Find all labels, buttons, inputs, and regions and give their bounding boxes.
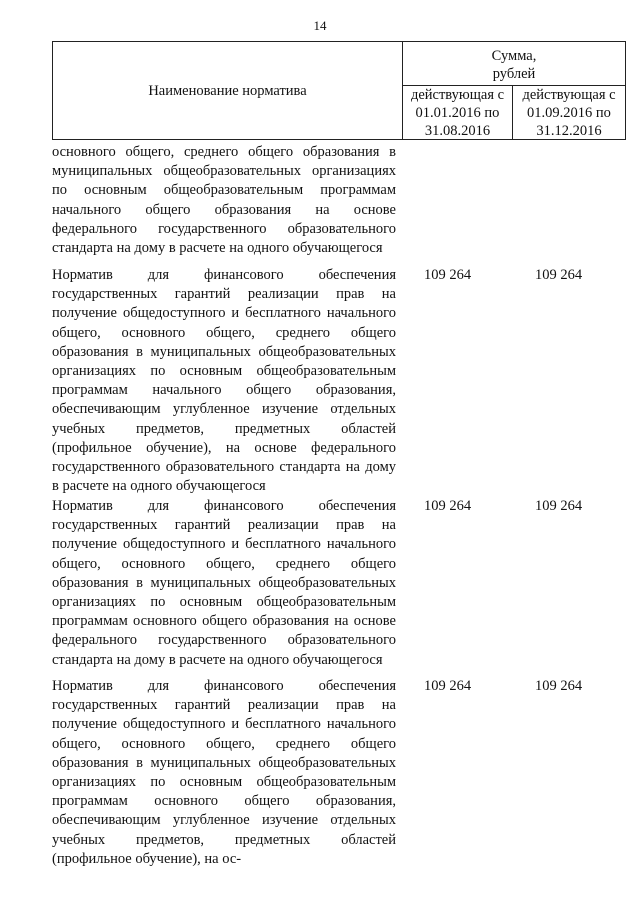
amount-period-1: 109 264 bbox=[424, 678, 472, 694]
amount-period-1: 109 264 bbox=[424, 498, 472, 514]
normative-description: Норматив для финансового обеспечения государственных гарантий реализации прав на получение общедоступного и бесплатного начального общего, основного общего, среднего общего образования в муниципальных общеобразовательных организациях по основным общеобразовательным программам начального общего образования, обеспечивающим углубленное изучение отдельных учебных предметов, предметных областей (профильное обучение), на основе федерального государственного образовательного стандарта на дому в расчете на одного обучающегося bbox=[52, 267, 396, 495]
sum-column-header: Сумма, рублей bbox=[403, 42, 625, 86]
name-column-header: Наименование норматива bbox=[53, 42, 403, 139]
normative-description: Норматив для финансового обеспечения государственных гарантий реализации прав на получение общедоступного и бесплатного начального общего, основного общего, среднего общего образования в муниципальных общеобразовательных организациях по основным общеобразовательным программам основного общего образования на основе федерального государственного образовательного стандарта на дому в расчете на одного обучающегося bbox=[52, 498, 396, 668]
table-row bbox=[52, 266, 626, 496]
amount-period-2: 109 264 bbox=[535, 678, 583, 694]
table-header bbox=[52, 41, 626, 140]
period-1-header: действующая с 01.01.2016 по 31.08.2016 bbox=[403, 86, 513, 139]
table-row bbox=[52, 677, 626, 869]
amount-period-2: 109 264 bbox=[535, 267, 583, 283]
table-row bbox=[52, 497, 626, 670]
table-row bbox=[52, 143, 626, 258]
period-2-header: действующая с 01.09.2016 по 31.12.2016 bbox=[522, 86, 616, 139]
normative-description: основного общего, среднего общего образования в муниципальных общеобразовательных организациях по основным общеобразовательным программам начального общего образования на основе федерального государственного образовательного стандарта на дому в расчете на одного обучающегося bbox=[52, 144, 396, 257]
normative-description: Норматив для финансового обеспечения государственных гарантий реализации прав на получение общедоступного и бесплатного начального общего, основного общего, среднего общего образования в муниципальных общеобразовательных организациях по основным общеобразовательным программам основного общего образования, обеспечивающим углубленное изучение отдельных учебных предметов, предметных областей (профильное обучение), на ос- bbox=[52, 678, 396, 867]
page-number: 14 bbox=[313, 18, 327, 33]
amount-period-1: 109 264 bbox=[424, 267, 472, 283]
amount-period-2: 109 264 bbox=[535, 498, 583, 514]
